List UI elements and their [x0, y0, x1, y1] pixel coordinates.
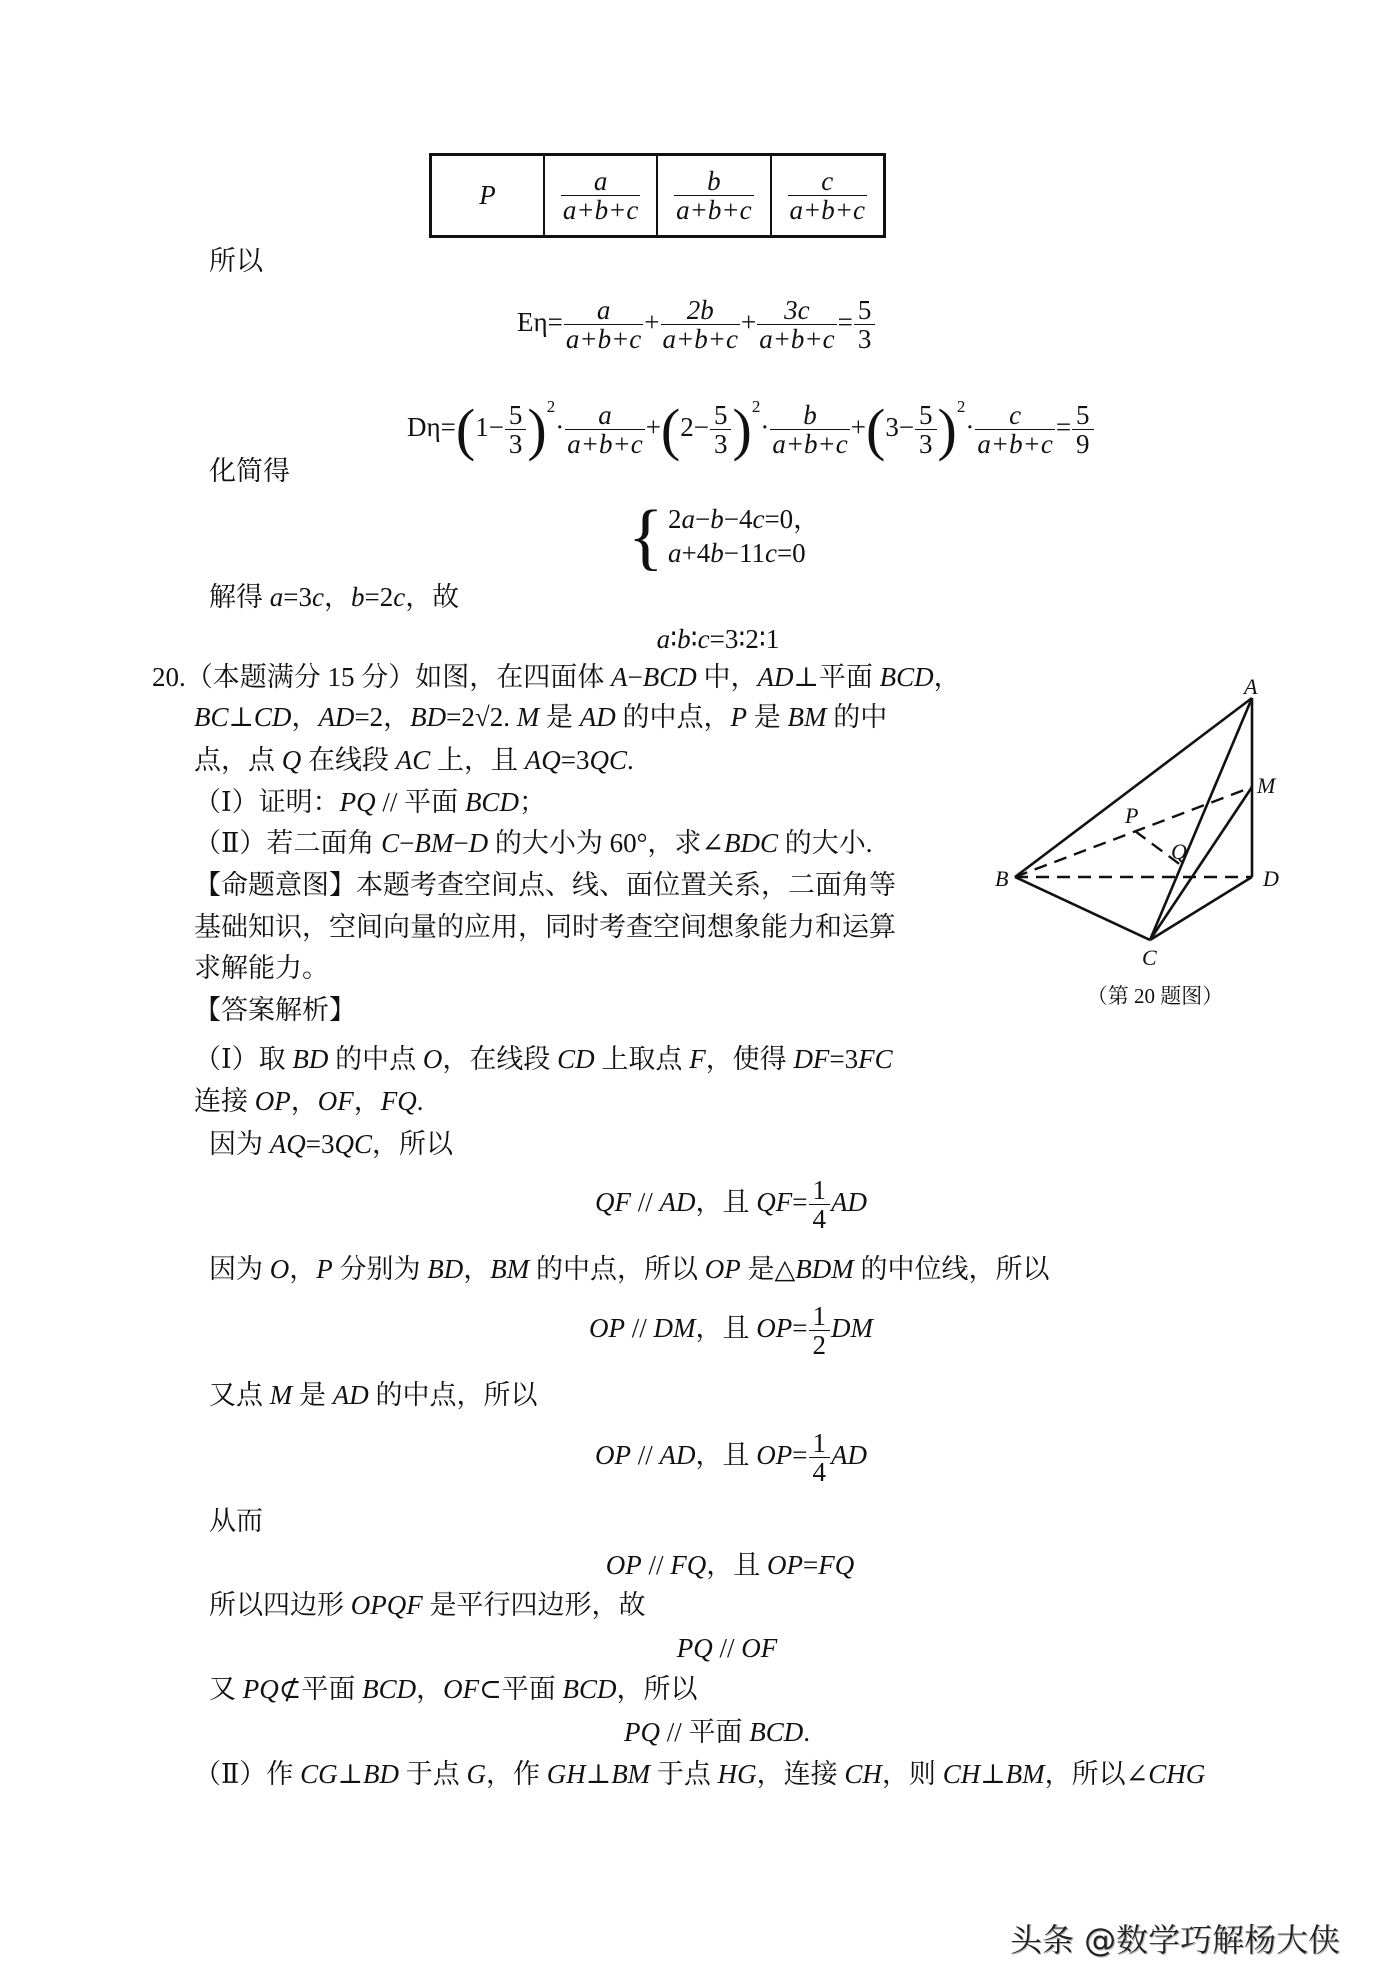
formula-op-fq: [606, 1548, 855, 1582]
denominator: a+b+c: [676, 195, 752, 225]
numerator: 1: [809, 1176, 831, 1205]
fraction: [661, 296, 740, 354]
dot: ·: [760, 412, 770, 442]
denominator: 9: [1076, 429, 1090, 460]
equals: =: [1055, 412, 1072, 442]
text: （Ⅰ）取 BD 的中点 O，在线段 CD 上取点 F，使得 DF=3FC: [194, 1044, 893, 1074]
text: 2a−b−4c=0，: [668, 504, 821, 534]
right-paren: ): [527, 396, 547, 462]
numerator: 1: [809, 1429, 831, 1458]
text: AD: [831, 1187, 867, 1217]
left-paren: (: [660, 396, 681, 462]
text-line: [209, 580, 459, 614]
numerator: 5: [854, 296, 876, 325]
solution-line: [194, 1757, 1205, 1791]
text: 求解能力。: [194, 953, 329, 983]
solution-line: [194, 1042, 893, 1076]
fraction: [975, 401, 1054, 459]
numerator: b: [674, 167, 753, 196]
system-eq-1: [668, 502, 820, 536]
minus: −: [898, 412, 915, 442]
edge-ac: [1150, 698, 1252, 940]
constant: 2: [680, 412, 694, 442]
segment-pq: [1135, 831, 1182, 866]
problem-line: [194, 826, 873, 860]
edge-bc: [1015, 877, 1150, 940]
label-d: D: [1263, 866, 1279, 891]
text: 【命题意图】本题考查空间点、线、面位置关系，二面角等: [194, 870, 896, 900]
label-m: M: [1257, 773, 1276, 798]
text: OP // FQ，且 OP=FQ: [605, 1550, 855, 1580]
text-line: [209, 454, 290, 488]
numerator: b: [770, 401, 849, 430]
formula-qf: [595, 1172, 867, 1235]
fraction: [1072, 401, 1094, 459]
formula-op-ad: [595, 1425, 867, 1488]
text: PQ // OF: [676, 1633, 778, 1663]
denominator: 3: [857, 324, 872, 355]
figure-labels: [995, 674, 1279, 970]
text: （Ⅱ）作 CG⊥BD 于点 G，作 GH⊥BM 于点 HG，连接 CH，则 CH⊥BM，所以∠CHG: [194, 1759, 1206, 1789]
numerator: 5: [915, 401, 937, 430]
problem-line: [194, 868, 896, 902]
figure-group: [995, 674, 1279, 1008]
numerator: 2b: [661, 296, 740, 325]
denominator: 4: [812, 1457, 826, 1488]
fraction: [710, 401, 732, 459]
text: 从而: [209, 1506, 263, 1536]
text: QF // AD，且 QF=: [595, 1187, 808, 1217]
numerator: 3c: [757, 296, 836, 325]
equals: =: [837, 307, 853, 337]
text: 【答案解析】: [194, 995, 356, 1025]
label-q: Q: [1171, 839, 1187, 864]
plus: +: [644, 307, 660, 337]
problem-line: [194, 785, 546, 819]
fraction: [809, 1176, 831, 1234]
denominator: 3: [919, 429, 933, 460]
solution-line: [209, 1672, 698, 1706]
numerator: 5: [505, 401, 527, 430]
system-eq-2: [668, 536, 806, 570]
text: a+4b−11c=0: [668, 538, 806, 568]
label-b: B: [995, 866, 1009, 891]
fraction: [854, 296, 876, 354]
fraction: [674, 167, 753, 225]
left-paren: (: [455, 396, 476, 462]
fraction: [564, 296, 643, 354]
denominator: a+b+c: [759, 324, 835, 355]
solution-line: [209, 1127, 453, 1161]
denominator: a+b+c: [562, 195, 639, 225]
problem-line: [194, 700, 887, 734]
denominator: 2: [812, 1330, 826, 1361]
numerator: c: [788, 167, 867, 196]
denominator: 4: [812, 1204, 826, 1235]
expectation-formula: [517, 292, 876, 355]
formula-op-dm: [589, 1298, 873, 1361]
fraction: [561, 167, 640, 225]
edge-cm: [1150, 787, 1252, 940]
text: 连接 OP，OF，FQ.: [194, 1086, 424, 1116]
problem-line: [194, 993, 356, 1027]
formula-pq-of: [677, 1631, 778, 1665]
ratio-line: [657, 622, 780, 656]
plus: +: [645, 412, 661, 442]
denominator: a+b+c: [772, 429, 848, 460]
fraction: [565, 401, 644, 459]
denominator: a+b+c: [565, 324, 642, 355]
text: 又点 M 是 AD 的中点，所以: [209, 1380, 538, 1410]
left-paren: (: [865, 396, 886, 462]
text: a∶b∶c=3∶2∶1: [656, 624, 780, 654]
figure-edges: [1015, 698, 1252, 940]
text: OP // AD，且 OP=: [595, 1440, 808, 1470]
fraction: [809, 1302, 831, 1360]
denominator: 3: [508, 429, 523, 460]
solution-line: [209, 1252, 1049, 1286]
denominator: a+b+c: [789, 195, 865, 225]
dot: ·: [965, 412, 975, 442]
minus: −: [488, 412, 504, 442]
problem-line: [194, 910, 896, 944]
right-paren: ): [937, 396, 957, 462]
lhs: Eη=: [517, 307, 563, 337]
problem-line: [194, 951, 329, 985]
table-cell: [544, 155, 657, 237]
plus: +: [850, 412, 866, 442]
problem-line: [194, 743, 634, 777]
text: OP // DM，且 OP=: [589, 1313, 808, 1343]
numerator: c: [975, 401, 1054, 430]
label-c: C: [1142, 945, 1157, 970]
right-paren: ): [732, 396, 752, 462]
fraction: [915, 401, 937, 459]
plus: +: [740, 307, 757, 337]
label-a: A: [1244, 674, 1258, 699]
text: 基础知识，空间向量的应用，同时考查空间想象能力和运算: [194, 912, 896, 942]
solution-line: [209, 1588, 645, 1622]
solution-line: [209, 1378, 538, 1412]
text: 所以四边形 OPQF 是平行四边形，故: [209, 1590, 646, 1620]
variance-formula: [407, 374, 1095, 462]
exponent: 2: [546, 397, 556, 416]
text: 因为 AQ=3QC，所以: [209, 1129, 453, 1159]
solution-line: [194, 1084, 424, 1118]
solution-line: [209, 1504, 263, 1538]
fraction: [505, 401, 527, 459]
dot: ·: [555, 412, 565, 442]
exponent: 2: [956, 397, 966, 416]
denominator: a+b+c: [977, 429, 1053, 460]
minus: −: [693, 412, 709, 442]
text: AD: [831, 1440, 867, 1470]
denominator: a+b+c: [567, 429, 643, 460]
numerator: a: [565, 401, 644, 430]
watermark: 头条 @数学巧解杨大侠: [1010, 1921, 1341, 1959]
figure-caption: （第 20 题图）: [1086, 984, 1224, 1008]
fraction: [757, 296, 836, 354]
text: 点，点 Q 在线段 AC 上，且 AQ=3QC.: [194, 745, 634, 775]
figure-hidden-edges: [1015, 787, 1252, 877]
text: BC⊥CD，AD=2，BD=2√2. M 是 AD 的中点，P 是 BM 的中: [194, 702, 888, 732]
edge-bm: [1015, 787, 1252, 877]
problem-line: [152, 660, 961, 694]
constant: 3: [885, 412, 899, 442]
fraction: [770, 401, 849, 459]
text: PQ // 平面 BCD.: [623, 1717, 811, 1747]
numerator: a: [564, 296, 643, 325]
text: 20.（本题满分 15 分）如图，在四面体 A−BCD 中，AD⊥平面 BCD，: [152, 662, 961, 692]
text: 所以: [209, 246, 263, 276]
constant: 1: [475, 412, 489, 442]
text: （Ⅰ）证明：PQ // 平面 BCD；: [194, 787, 546, 817]
fraction: [788, 167, 867, 225]
numerator: 5: [710, 401, 732, 430]
edge-ab: [1015, 698, 1252, 877]
text: DM: [831, 1313, 873, 1343]
text: （Ⅱ）若二面角 C−BM−D 的大小为 60°，求∠BDC 的大小.: [194, 828, 873, 858]
brace-icon: {: [628, 496, 664, 578]
text-line: [209, 244, 263, 278]
exponent: 2: [751, 397, 761, 416]
text: 因为 O，P 分别为 BD，BM 的中点，所以 OP 是△BDM 的中位线，所以: [209, 1254, 1050, 1284]
text: 解得 a=3c，b=2c，故: [209, 582, 460, 612]
text: 又 PQ⊄平面 BCD，OF⊂平面 BCD，所以: [209, 1674, 698, 1704]
lhs: Dη=: [407, 412, 456, 442]
header-text: P: [479, 180, 496, 210]
edge-cd: [1150, 877, 1252, 940]
label-p: P: [1125, 803, 1139, 828]
fraction: [809, 1429, 831, 1487]
probability-table: [429, 153, 886, 238]
text: 化简得: [209, 456, 290, 486]
table-header-p: [431, 155, 545, 237]
table-cell: [771, 155, 885, 237]
numerator: a: [561, 167, 640, 196]
denominator: a+b+c: [662, 324, 738, 355]
denominator: 3: [713, 429, 728, 460]
formula-pq-plane: [624, 1715, 810, 1749]
table-cell: [657, 155, 770, 237]
numerator: 1: [809, 1302, 831, 1331]
numerator: 5: [1072, 401, 1094, 430]
